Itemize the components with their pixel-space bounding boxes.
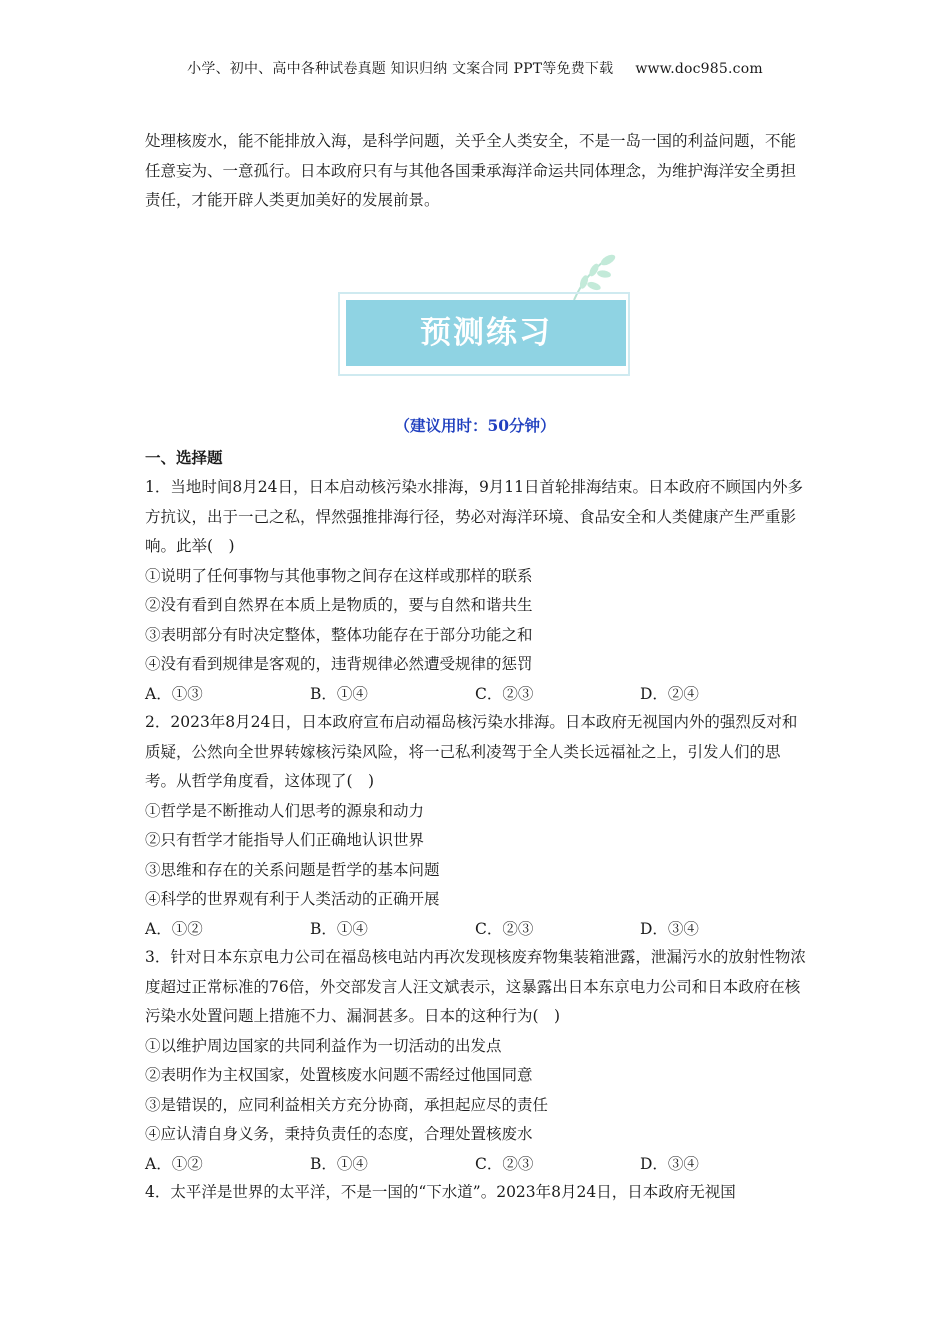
option-c: C．②③ — [475, 1154, 534, 1173]
option-d: D．③④ — [640, 1154, 699, 1173]
header-text: 小学、初中、高中各种试卷真题 知识归纳 文案合同 PPT等免费下载 — [187, 61, 614, 77]
question-item: ②表明作为主权国家，处置核废水问题不需经过他国同意 — [145, 1066, 533, 1084]
question-4 — [145, 1178, 810, 1208]
section-banner — [336, 252, 636, 382]
question-stem: 3．针对日本东京电力公司在福岛核电站内再次发现核废弃物集装箱泄露，泄漏污水的放射性物浓度超过正常标准的76倍，外交部发言人汪文斌表示，这暴露出日本东京电力公司和日本政府在核污染水处置问题上措施不力、漏洞甚多。日本的这种行为( ) — [145, 948, 806, 1025]
question-item: ②只有哲学才能指导人们正确地认识世界 — [145, 831, 425, 849]
header-site[interactable]: www.doc985.com — [635, 61, 763, 77]
suggested-time: （建议用时：50分钟） — [394, 416, 556, 435]
option-d: D．③④ — [640, 919, 699, 938]
question-2 — [145, 708, 810, 944]
question-item: ④应认清自身义务，秉持负责任的态度，合理处置核废水 — [145, 1125, 533, 1143]
question-item: ①哲学是不断推动人们思考的源泉和动力 — [145, 801, 425, 820]
question-item: ②没有看到自然界在本质上是物质的，要与自然和谐共生 — [145, 596, 533, 614]
question-item: ④没有看到规律是客观的，违背规律必然遭受规律的惩罚 — [145, 655, 533, 673]
option-c: C．②③ — [475, 919, 534, 938]
answer-options — [145, 680, 810, 710]
question-3 — [145, 943, 810, 1179]
option-a: A．①② — [145, 919, 203, 938]
question-item: ③思维和存在的关系问题是哲学的基本问题 — [145, 860, 440, 879]
banner-title: 预测练习 — [420, 315, 552, 351]
question-item: ④科学的世界观有利于人类活动的正确开展 — [145, 890, 440, 908]
question-stem: 4．太平洋是世界的太平洋，不是一国的“下水道”。2023年8月24日，日本政府无视国 — [145, 1183, 736, 1201]
section-title: 一、选择题 — [145, 448, 223, 467]
page-header — [0, 58, 950, 78]
question-stem: 1．当地时间8月24日，日本启动核污染水排海，9月11日首轮排海结束。日本政府不顾国内外多方抗议，出于一己之私，悍然强推排海行径，势必对海洋环境、食品安全和人类健康产生严重影响。此举( ) — [145, 478, 804, 555]
intro-paragraph: 处理核废水，能不能排放入海，是科学问题，关乎全人类安全，不是一岛一国的利益问题，不能任意妄为、一意孤行。日本政府只有与其他各国秉承海洋命运共同体理念，为维护海洋安全勇担责任，才能开辟人类更加美好的发展前景。 — [145, 132, 797, 209]
option-a: A．①③ — [145, 684, 203, 703]
question-item: ③是错误的，应同利益相关方充分协商，承担起应尽的责任 — [145, 1095, 549, 1114]
answer-options — [145, 1150, 810, 1180]
answer-options — [145, 915, 810, 945]
question-item: ①说明了任何事物与其他事物之间存在这样或那样的联系 — [145, 566, 533, 585]
question-item: ③表明部分有时决定整体，整体功能存在于部分功能之和 — [145, 625, 533, 644]
question-1 — [145, 473, 810, 709]
option-b: B．①④ — [310, 684, 368, 703]
option-b: B．①④ — [310, 919, 368, 938]
question-item: ①以维护周边国家的共同利益作为一切活动的出发点 — [145, 1036, 502, 1055]
option-c: C．②③ — [475, 684, 534, 703]
question-stem: 2．2023年8月24日，日本政府宣布启动福岛核污染水排海。日本政府无视国内外的强烈反对和质疑，公然向全世界转嫁核污染风险，将一己私利凌驾于全人类长远福祉之上，引发人们的思考。从哲学角度看，这体现了( ) — [145, 713, 798, 790]
option-b: B．①④ — [310, 1154, 368, 1173]
option-d: D．②④ — [640, 684, 699, 703]
option-a: A．①② — [145, 1154, 203, 1173]
